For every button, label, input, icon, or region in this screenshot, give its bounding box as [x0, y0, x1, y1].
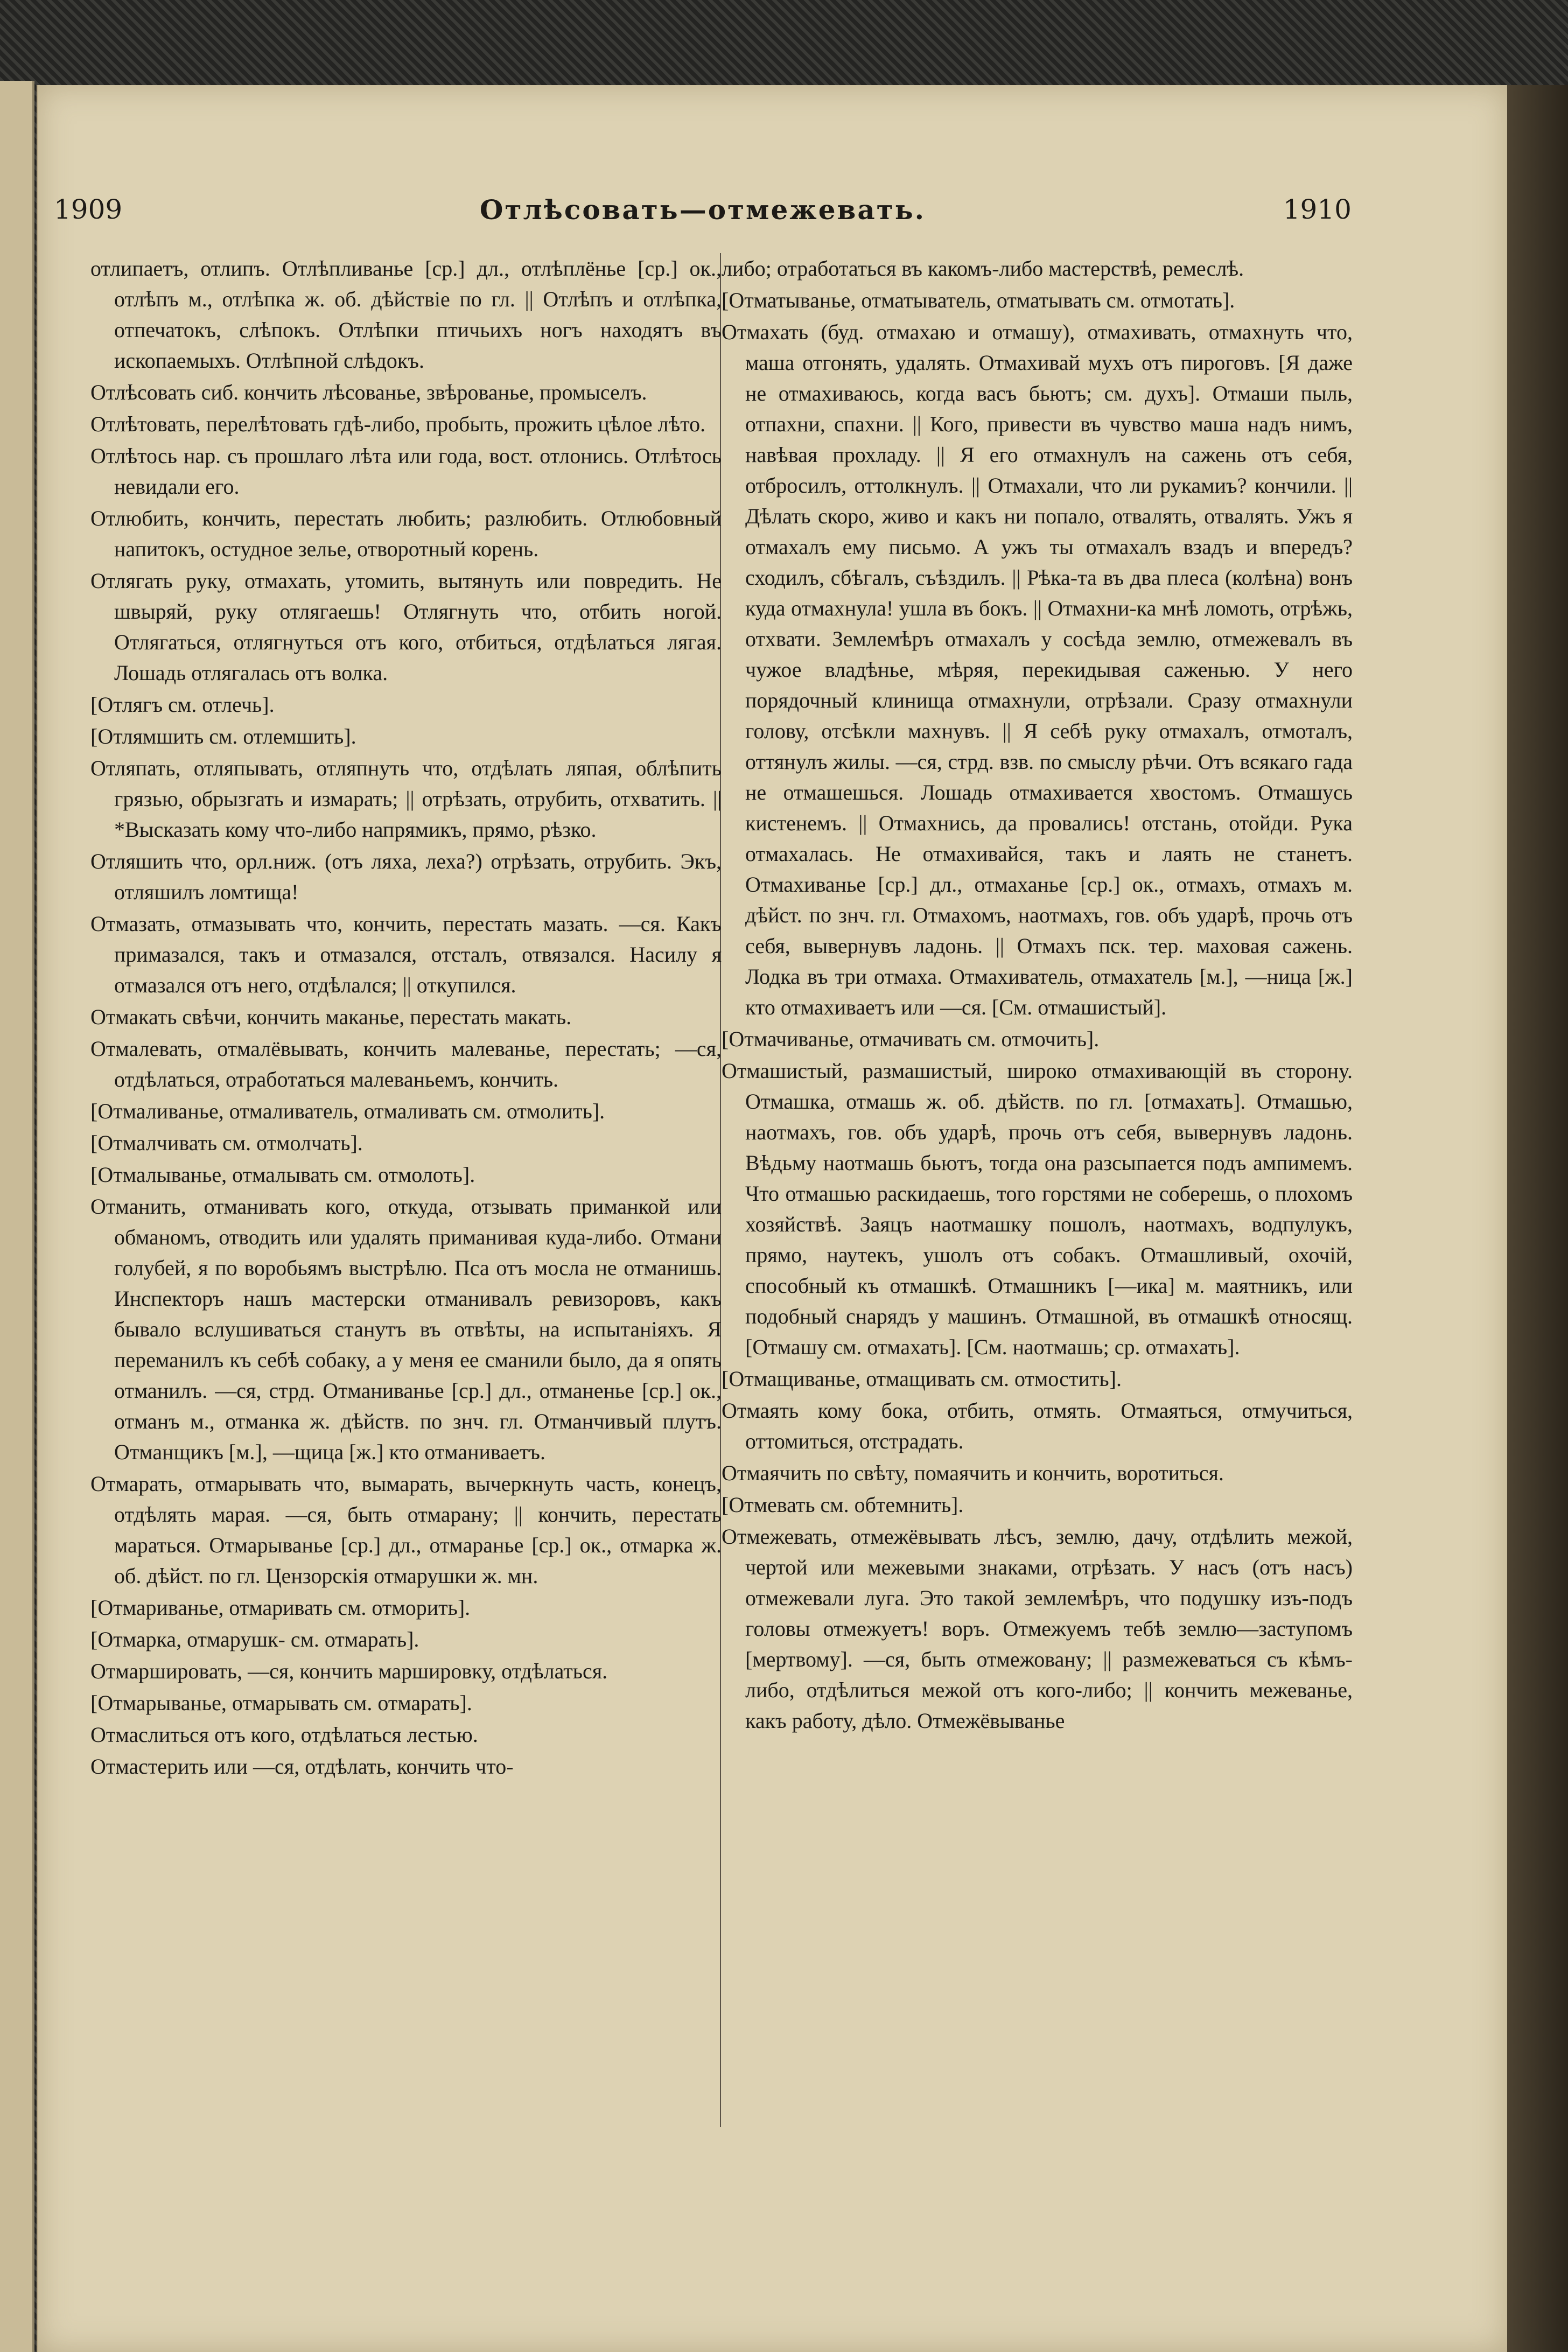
entry: Отмашистый, размашистый, широко отмахивающій въ сторону. Отмашка, отмашь ж. об. дѣйств. по гл. [отмахать]. Отмашью, наотмахъ, гов. объ ударѣ, прочь отъ себя, вывернувъ ладонь. Вѣдьму наотмашь бьютъ, тогда она разсыпается подъ ампимемъ. Что отмашью раскидаешь, того горстями не соберешь, о плохомъ хозяйствѣ. Заяцъ наотмашку пошолъ, наотмахъ, водпулукъ, прямо, наутекъ, ушолъ отъ собакъ. Отмашливый, охочій, способный къ отмашкѣ. Отмашникъ [—ика] м. маятникъ, или подобный снарядъ у машинъ. Отмашной, въ отмашкѣ относящ. [Отмашу см. отмахать]. [См. наотмашь; ср. отмахать].: [722, 1059, 1353, 1359]
page-number-right: 1910: [1283, 194, 1352, 225]
entry: [Отмалыванье, отмалывать см. отмолоть].: [90, 1163, 475, 1187]
entry: Отмарать, отмарывать что, вымарать, вычеркнуть часть, конецъ, отдѣлять марая. —ся, быть отмарану; || кончить, перестать мараться. Отмарыванье [ср.] дл., отмаранье [ср.] ок., отмарка ж. об. дѣйст. по гл. Цензорскія отмарушки ж. мн.: [90, 1472, 722, 1588]
entry: [Отмарка, отмарушк- см. отмарать].: [90, 1627, 419, 1651]
entry: [Отмевать см. обтемнить].: [722, 1493, 964, 1517]
entry: Отлюбить, кончить, перестать любить; разлюбить. Отлюбовный напитокъ, остудное зелье, отворотный корень.: [90, 506, 722, 561]
entry: Отмалевать, отмалёвывать, кончить малеванье, перестать; —ся, отдѣлаться, отработаться малеваньемъ, кончить.: [90, 1037, 722, 1091]
entry: Отмаячить по свѣту, помаячить и кончить, воротиться.: [722, 1461, 1224, 1485]
entry: либо; отработаться въ какомъ-либо мастерствѣ, ремеслѣ.: [722, 256, 1244, 281]
book-edge: [1506, 85, 1568, 2352]
entry: [Отмарыванье, отмарывать см. отмарать].: [90, 1691, 472, 1715]
entry: [Отмачиванье, отмачивать см. отмочить].: [722, 1027, 1100, 1051]
running-title: Отлѣсовать—отмежевать.: [479, 194, 926, 226]
entry: [Отмариванье, отмаривать см. отморить].: [90, 1595, 471, 1620]
entry: Отмахать (буд. отмахаю и отмашу), отмахивать, отмахнуть что, маша отгонять, удалять. Отмахивай мухъ отъ пироговъ. [Я даже не отмахиваюсь, когда васъ бьютъ; см. духъ]. Отмаши пыль, отпахни, спахни. || Кого, привести въ чувство маша надъ нимъ, навѣвая прохладу. || Я его отмахнулъ на сажень отъ себя, отбросилъ, оттолкнулъ. || Отмахали, что ли рукамиъ? кончили. || Дѣлать скоро, живо и какъ ни попало, отвалять, отвалять. Ужъ я отмахалъ ему письмо. А ужъ ты отмахалъ взадъ и впередъ? сходилъ, сбѣгалъ, съѣздилъ. || Рѣка-та въ два плеса (колѣна) вонъ куда отмахнула! ушла въ бокъ. || Отмахни-ка мнѣ ломоть, отрѣжь, отхвати. Землемѣръ отмахалъ у сосѣда землю, отмежевалъ въ чужое владѣнье, мѣряя, перекидывая саженью. У него порядочный клинища отмахнули, отрѣзали. Сразу отмахнули голову, отсѣкли махнувъ. || Я себѣ руку отмахалъ, отмоталъ, оттянулъ жилы. —ся, стрд. взв. по смыслу рѣчи. Отъ всякаго гада не отмашешься. Лошадь отмахивается хвостомъ. Отмашусь кистенемъ. || Отмахнись, да провались! отстань, отойди. Рука отмахалась. Не отмахивайся, такъ и лаять не станетъ. Отмахиванье [ср.] дл., отмаханье [ср.] ок., отмахъ, отмахъ м. дѣйст. по знч. гл. Отмахомъ, наотмахъ, гов. объ ударѣ, прочь отъ себя, вывернувъ ладонь. || Отмахъ пск. тер. маховая сажень. Лодка въ три отмаха. Отмахиватель, отмахатель [м.], —ница [ж.] кто отмахиваетъ или —ся. [См. отмашистый].: [722, 320, 1353, 1019]
entry: [Отмащиванье, отмащивать см. отмостить].: [722, 1367, 1122, 1391]
entry: Отмежевать, отмежёвывать лѣсъ, землю, дачу, отдѣлить межой, чертой или межевыми знаками, отрѣзать. У насъ (отъ насъ) отмежевали луга. Это такой землемѣръ, что подушку изъ-подъ головы отмежуетъ! воръ. Отмежуемъ тебѣ землю—заступомъ [мертвому]. —ся, быть отмежовану; || размежеваться съ кѣмъ-либо, отдѣлиться межой отъ кого-либо; || кончить межеванье, какъ работу, дѣло. Отмежёвыванье: [722, 1524, 1353, 1733]
entry: отлипаетъ, отлипъ. Отлѣпливанье [ср.] дл., отлѣплёнье [ср.] ок., отлѣпъ м., отлѣпка ж. об. дѣйствіе по гл. || Отлѣпъ и отлѣпка, отпечатокъ, слѣпокъ. Отлѣпки птичьихъ ногъ находятъ въ ископаемыхъ. Отлѣпной слѣдокъ.: [90, 256, 722, 373]
entry: Отляшить что, орл.ниж. (отъ ляха, леха?) отрѣзать, отрубить. Экъ, отляшилъ ломтища!: [90, 849, 722, 904]
entry: [Отматыванье, отматыватель, отматывать см. отмотать].: [722, 288, 1235, 312]
left-column: [90, 253, 722, 1783]
entry: Отмаять кому бока, отбить, отмять. Отмаяться, отмучиться, оттомиться, отстрадать.: [722, 1398, 1353, 1453]
entry: Отманить, отманивать кого, откуда, отзывать приманкой или обманомъ, отводить или удалять приманивая куда-либо. Отмани голубей, я по воробьямъ выстрѣлю. Пса отъ мосла не отманишь. Инспекторъ нашъ мастерски отманивалъ ревизоровъ, какъ бывало вслушиваться станутъ въ отвѣты, на испытаніяхъ. Я переманилъ къ себѣ собаку, а у меня ее сманили было, да я опять отманилъ. —ся, стрд. Отманиванье [ср.] дл., отманенье [ср.] ок., отманъ м., отманка ж. дѣйств. по знч. гл. Отманчивый плутъ. Отманщикъ [м.], —щица [ж.] кто отманиваетъ.: [90, 1194, 722, 1464]
entry: Отлѣтовать, перелѣтовать гдѣ-либо, пробыть, прожить цѣлое лѣто.: [90, 412, 706, 436]
entry: Отлѣсовать сиб. кончить лѣсованье, звѣрованье, промыселъ.: [90, 380, 647, 404]
page-header: [54, 194, 1352, 242]
entry: Отмазать, отмазывать что, кончить, перестать мазать. —ся. Какъ примазался, такъ и отмазался, отсталъ, отвязался. Насилу я отмазался отъ него, отдѣлался; || откупился.: [90, 912, 722, 997]
entry: [Отмалчивать см. отмолчать].: [90, 1131, 363, 1155]
entry: Отляпать, отляпывать, отляпнуть что, отдѣлать ляпая, облѣпить грязью, обрызгать и измарать; || отрѣзать, отрубить, отхватить. || *Высказать кому что-либо напрямикъ, прямо, рѣзко.: [90, 756, 722, 842]
right-column: [722, 253, 1353, 1737]
entry: [Отлягъ см. отлечь].: [90, 692, 275, 717]
entry: Отлягать руку, отмахать, утомить, вытянуть или повредить. Не швыряй, руку отлягаешь! Отлягнуть что, отбить ногой. Отлягаться, отлягнуться отъ кого, отбиться, отдѣлаться лягая. Лошадь отлягалась отъ волка.: [90, 569, 722, 685]
entry: Отмастерить или —ся, отдѣлать, кончить что-: [90, 1754, 514, 1779]
entry: [Отлямшить см. отлемшить].: [90, 724, 356, 748]
entry: Отмаршировать, —ся, кончить маршировку, отдѣлаться.: [90, 1659, 608, 1683]
entry: [Отмаливанье, отмаливатель, отмаливать см. отмолить].: [90, 1099, 605, 1123]
page-number-left: 1909: [54, 194, 123, 225]
entry: Отмакать свѣчи, кончить маканье, перестать макать.: [90, 1005, 572, 1029]
entry: Отлѣтось нар. съ прошлаго лѣта или года, вост. отлонись. Отлѣтось невидали его.: [90, 444, 722, 499]
previous-page-edge: [0, 81, 34, 2352]
entry: Отмаслиться отъ кого, отдѣлаться лестью.: [90, 1723, 478, 1747]
